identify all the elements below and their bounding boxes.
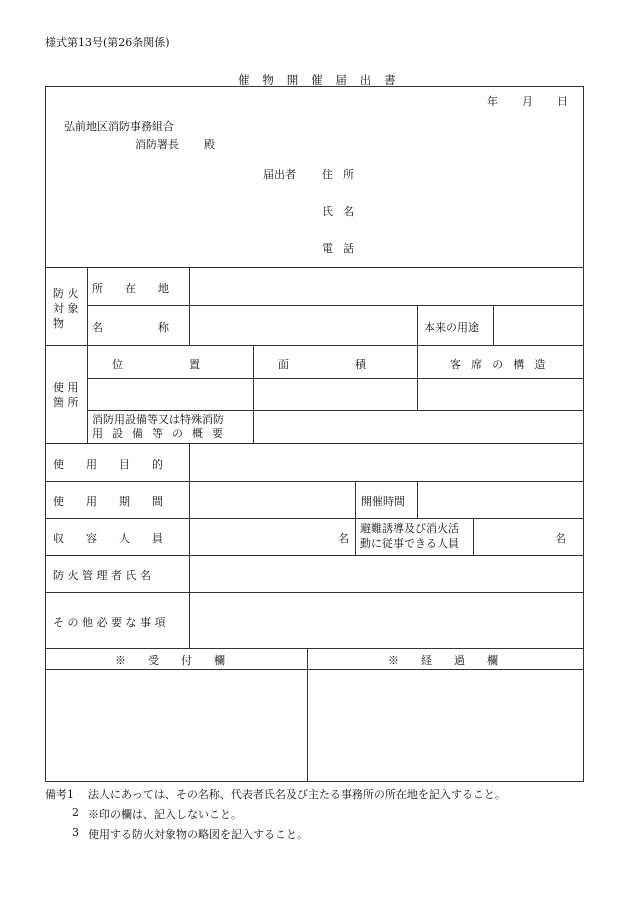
original-use-label: 本来の用途 <box>424 321 479 334</box>
divider <box>45 481 584 482</box>
form-number: 様式第13号(第26条関係) <box>45 36 170 49</box>
divider <box>87 305 584 306</box>
recipient-honorific: 殿 <box>204 138 215 151</box>
note-3-number: 3 <box>72 826 79 839</box>
divider <box>87 267 88 443</box>
divider <box>45 518 584 519</box>
form-title: 催 物 開 催 届 出 書 <box>238 73 401 87</box>
divider <box>87 378 584 379</box>
divider <box>45 555 584 556</box>
evacuation-unit: 名 <box>555 532 566 545</box>
divider <box>417 305 418 345</box>
location-label: 所 在 地 <box>92 282 169 295</box>
divider <box>189 267 190 345</box>
other-matters-label: そ の 他 必 要 な 事 項 <box>53 616 166 629</box>
recipient-chief: 消防署長 <box>135 138 179 151</box>
divider <box>307 648 308 782</box>
fire-object-group-label: 防 火 対 象 物 <box>53 287 79 330</box>
seating-header: 客 席 の 構 造 <box>450 358 549 371</box>
date-year: 年 <box>487 95 498 108</box>
divider <box>45 592 584 593</box>
name-label: 名 称 <box>92 321 169 334</box>
divider <box>355 481 356 555</box>
note-2: ※印の欄は、記入しないこと。 <box>88 808 242 821</box>
recipient-org: 弘前地区消防事務組合 <box>64 120 174 133</box>
note-3: 使用する防火対象物の略図を記入すること。 <box>88 828 308 841</box>
divider <box>87 410 584 411</box>
divider <box>473 518 474 555</box>
divider <box>45 443 584 444</box>
divider <box>45 669 584 670</box>
note-1: 法人にあっては、その名称、代表者氏名及び主たる事務所の所在地を記入すること。 <box>88 788 506 801</box>
divider <box>253 345 254 443</box>
divider <box>45 267 584 268</box>
divider <box>493 305 494 345</box>
capacity-unit: 名 <box>338 532 349 545</box>
applicant-address-label: 住 所 <box>322 168 358 181</box>
date-month: 月 <box>522 95 533 108</box>
note-label: 備考1 <box>45 788 74 801</box>
reception-header: ※ 受 付 欄 <box>115 654 225 667</box>
progress-header: ※ 経 過 欄 <box>388 654 498 667</box>
applicant-phone-label: 電 話 <box>322 242 358 255</box>
capacity-label: 収 容 人 員 <box>53 532 163 545</box>
equipment-label: 消防用設備等又は特殊消防 用 設 備 等 の 概 要 <box>92 413 226 440</box>
position-header: 位 置 <box>112 358 200 371</box>
divider <box>45 648 584 649</box>
divider <box>45 345 584 346</box>
date-day: 日 <box>557 95 568 108</box>
applicant-label: 届出者 <box>263 168 296 181</box>
evacuation-staff-label: 避難誘導及び消火活 動に従事できる人員 <box>360 522 459 550</box>
period-label: 使 用 期 間 <box>53 495 163 508</box>
divider <box>417 481 418 518</box>
divider <box>189 443 190 648</box>
area-header: 面 積 <box>278 358 366 371</box>
hours-label: 開催時間 <box>361 495 405 508</box>
note-2-number: 2 <box>72 806 79 819</box>
fire-manager-label: 防 火 管 理 者 氏 名 <box>53 569 151 582</box>
divider <box>417 345 418 410</box>
purpose-label: 使 用 目 的 <box>53 458 163 471</box>
usage-area-group-label: 使 用 箇 所 <box>53 381 79 409</box>
applicant-name-label: 氏 名 <box>322 205 358 218</box>
